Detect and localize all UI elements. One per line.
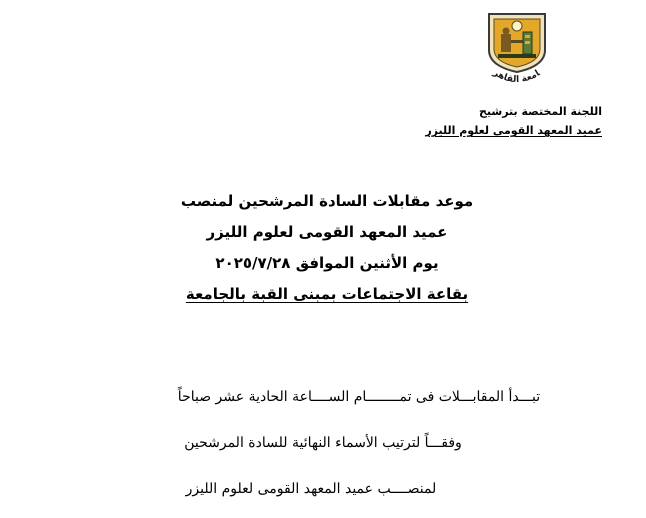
committee-block [362, 102, 602, 140]
university-logo [483, 10, 551, 88]
body-line-position: لمنصــــب عميد المعهد القومى لعلوم الليزر [185, 481, 437, 497]
heading-line-venue [4, 279, 646, 310]
announcement-body [0, 374, 646, 512]
heading-line-date: يوم الأثنين الموافق ٢٠٢٥/٧/٢٨ [215, 254, 439, 272]
body-line-start-time: تبـــدأ المقابـــلات فى تمــــــــام الســــاعة الحادية عشر صباحاً [177, 389, 541, 405]
venue-text: بقاعة الاجتماعات بمبنى القبة بالجامعة [185, 285, 469, 303]
heading-line-title: موعد مقابلات السادة المرشحين لمنصب [180, 192, 474, 210]
announcement-heading [0, 186, 646, 310]
body-line-order: وفقـــاً لترتيب الأسماء النهائية للسادة المرشحين [184, 435, 462, 451]
heading-line-position: عميد المعهد القومى لعلوم الليزر [206, 223, 448, 241]
logo-text: امعة القاهر [491, 67, 542, 86]
committee-line: اللجنة المختصة بترشيح [478, 105, 602, 118]
committee-subtitle: عميد المعهد القومى لعلوم الليزر [425, 124, 602, 137]
cairo-university-seal-icon [483, 10, 551, 88]
